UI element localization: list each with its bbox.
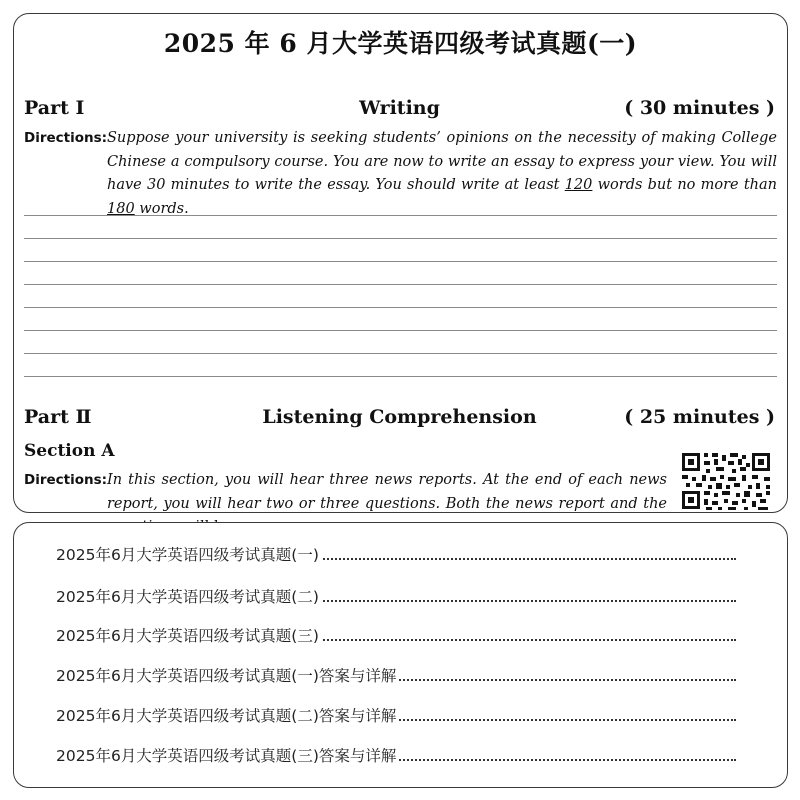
writing-line [24,238,777,239]
toc-item-label: 2025年6月大学英语四级考试真题(一) [56,546,319,564]
toc-item[interactable] [56,624,736,648]
directions-text-middle: words but no more than [592,177,777,193]
toc-item[interactable] [56,744,736,768]
toc-item-label: 2025年6月大学英语四级考试真题(二) [56,588,319,606]
writing-line [24,353,777,354]
min-words: 120 [564,177,593,193]
toc-item-label: 2025年6月大学英语四级考试真题(一)答案与详解 [56,667,397,685]
part2-label: Part Ⅱ [24,406,92,428]
part2-header [24,406,775,434]
max-words: 180 [107,200,135,217]
toc-item-label: 2025年6月大学英语四级考试真题(三) [56,627,319,645]
part1-directions-text [107,127,777,221]
table-of-contents [13,522,788,788]
exam-title: 2025 年 6 月大学英语四级考试真题(一) [163,29,638,58]
qr-code-icon[interactable] [680,451,772,511]
toc-item[interactable] [56,585,736,609]
writing-line [24,307,777,308]
part2-directions-text: In this section, you will hear three news reports. At the end of each news report, you will hear two or three questions. Both the news report and the [107,472,667,512]
section-a-title: Section A [24,441,115,461]
writing-line [24,215,777,216]
writing-line [24,376,777,377]
part1-header [24,97,775,125]
writing-line [24,261,777,262]
part2-directions-label: Directions: [24,472,108,488]
toc-item[interactable] [56,543,736,567]
toc-item-label: 2025年6月大学英语四级考试真题(二)答案与详解 [56,707,397,725]
directions-text-start: Suppose your university is seeking students’ opinions on the necessity of making College Chinese a compulsory course. You are now to write an essay to express your view. You will have 30 minutes to write the essay. You should write at least [107,130,777,193]
exam-page-preview [13,13,788,513]
part1-label: Part Ⅰ [24,97,85,119]
directions-text-end: words. [134,200,189,217]
part1-time: ( 30 minutes ) [624,97,775,119]
part1-directions-label: Directions: [24,130,108,146]
writing-line [24,284,777,285]
part2-name: Listening Comprehension [262,406,537,428]
writing-line [24,330,777,331]
part1-directions [24,127,777,221]
toc-item[interactable] [56,664,736,688]
part2-time: ( 25 minutes ) [624,406,775,428]
toc-item[interactable] [56,704,736,728]
toc-item-label: 2025年6月大学英语四级考试真题(三)答案与详解 [56,747,397,765]
part1-name: Writing [359,97,440,119]
